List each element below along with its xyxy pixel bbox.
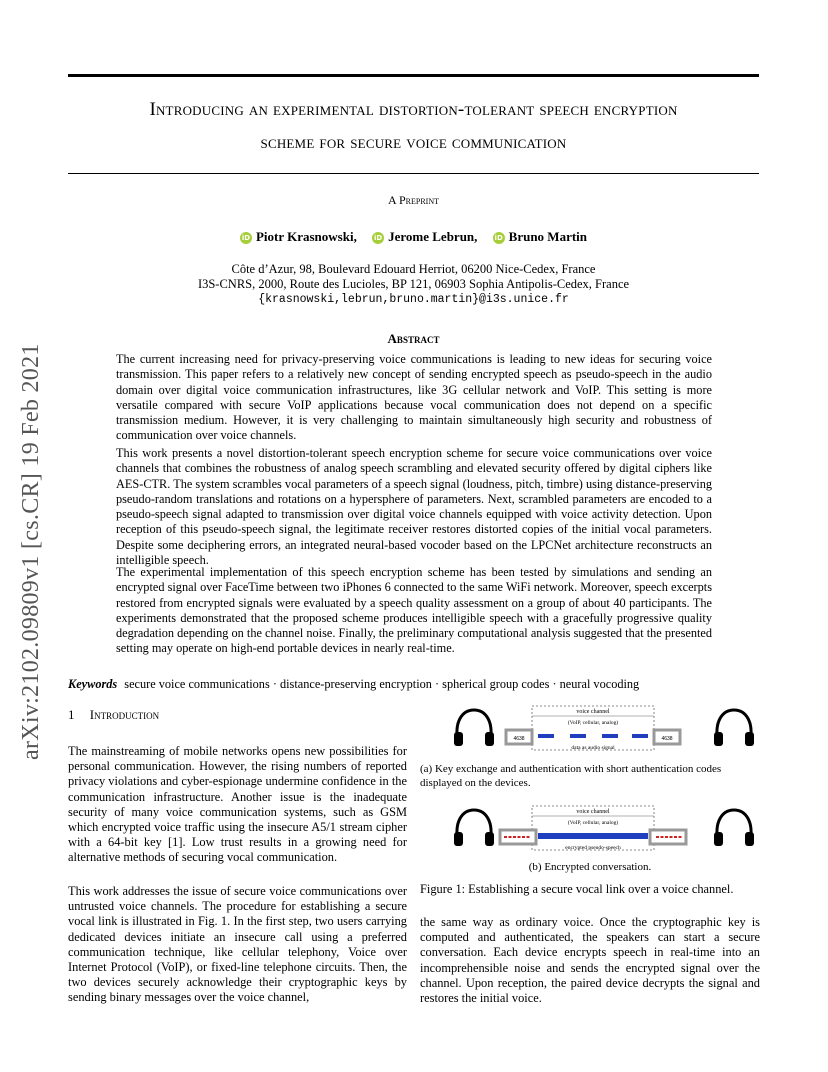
author-1[interactable] (240, 229, 357, 244)
paper-title (68, 93, 759, 159)
keywords-line (68, 677, 768, 692)
right-column-paragraph (420, 915, 760, 1006)
data-signal-burst (570, 734, 586, 738)
data-signal-burst (632, 734, 648, 738)
author-name: Jerome Lebrun, (388, 229, 478, 244)
data-signal-burst (602, 734, 618, 738)
figure-1b-caption: (b) Encrypted conversation. (528, 861, 652, 873)
earcup-left (714, 732, 723, 746)
earcup-right (485, 732, 494, 746)
section-heading (68, 707, 159, 723)
earcup-right (745, 832, 754, 846)
intro-paragraph-2-text: This work addresses the issue of secure voice communications over untrusted voice channels. The procedure for establishing a secure vocal link is illustrated in Fig. 1. In the first step, two users carrying dedicated devices initiate an insecure call using a preferred communication technique, like cellular telephony, Voice over Internet Protocol (VoIP), or fixed-line telephone circuits. Then, the two devices securely acknowledge their cryptographic keys by sending binary messages over the voice channel, (68, 884, 407, 1005)
channel-sub-label: (VoIP, cellular, analog) (567, 720, 619, 726)
intro-paragraph-1 (68, 744, 407, 866)
earcup-left (714, 832, 723, 846)
channel-label: voice channel (576, 709, 610, 715)
orcid-icon[interactable]: iD (373, 234, 383, 242)
author-list (68, 229, 759, 245)
figure-1a-diagram (450, 702, 760, 756)
earcup-right (485, 832, 494, 846)
earcup-left (454, 832, 463, 846)
keywords-list: secure voice communications · distance-preserving encryption · spherical group codes · neural vocoding (124, 677, 640, 691)
earcup-right (745, 732, 754, 746)
channel-label: voice channel (576, 809, 610, 815)
title-bottom-rule (68, 173, 759, 174)
author-name: Piotr Krasnowski, (255, 229, 357, 244)
figure-1a-caption: (a) Key exchange and authentication with short authentication codes displayed on the devices. (420, 763, 722, 789)
author-email[interactable]: {krasnowski,lebrun,bruno.martin}@i3s.unice.fr (258, 293, 569, 306)
auth-code-right: 4638 (661, 736, 673, 742)
affiliation-line-1: Côte d’Azur, 98, Boulevard Edouard Herriot, 06200 Nice-Cedex, France (231, 262, 596, 276)
encrypted-signal (538, 833, 648, 839)
keywords-label: Keywords (68, 677, 118, 691)
earcup-left (454, 732, 463, 746)
orcid-icon[interactable]: iD (494, 234, 503, 242)
title-line-2: scheme for secure voice communication (260, 132, 567, 153)
author-name: Bruno Martin (508, 229, 588, 244)
figure-1-caption: Figure 1: Establishing a secure vocal link over a voice channel. (420, 882, 734, 896)
intro-paragraph-2 (68, 884, 407, 1006)
intro-paragraph-1-text: The mainstreaming of mobile networks opens new possibilities for personal communication. However, the rising numbers of reported privacy violations and cyber-espionage undermine confidence in the communication infrastructure. Another issue is the inadequate security of many voice communication systems, such as GSM which encrypted voice traffic using the insecure A5/1 stream cipher with a 64-bit key [1]. Low trust results in a growing need for alternative methods of securing vocal communication. (68, 744, 407, 865)
abstract-paragraph-3: The experimental implementation of this speech encryption scheme has been tested by simulations and sending an encrypted signal over FaceTime between two iPhones 6 connected to the same WiFi network. Moreover, speech excerpts restored from encrypted signals were evaluated by a speech quality assessment on a group of about 40 participants. The experiments demonstrated that the proposed scheme produces intelligible speech with a gracefully progressive quality degradation depending on the channel noise. Finally, the preliminary computational analysis suggested that the presented setting may operate on high-end portable devices in nearly real-time. (116, 565, 712, 656)
auth-code-left: 4638 (513, 736, 525, 742)
author-3[interactable] (493, 229, 587, 244)
data-signal-burst (538, 734, 554, 738)
top-rule (68, 74, 759, 77)
figure-1b-diagram (450, 802, 760, 856)
signal-label: encrypted pseudo-speech (565, 845, 621, 851)
arxiv-identifier: arXiv:2102.09809v1 [cs.CR] 19 Feb 2021 (18, 343, 44, 760)
channel-sub-label: (VoIP, cellular, analog) (567, 820, 619, 826)
right-column-paragraph-text: the same way as ordinary voice. Once the cryptographic key is computed and authenticated, the speakers can start a secure conversation. Each device encrypts speech in real-time into an incomprehensible noise and sends the encrypted signal over the channel. Upon reception, the paired device decrypts the signal and restores the initial voice. (420, 915, 760, 1006)
affiliation-line-2: I3S-CNRS, 2000, Route des Lucioles, BP 121, 06903 Sophia Antipolis-Cedex, France (197, 277, 630, 291)
title-line-1: Introducing an experimental distortion-tolerant speech encryption (149, 99, 678, 120)
orcid-icon[interactable]: iD (241, 234, 251, 242)
section-title: Introduction (89, 707, 160, 722)
author-2[interactable] (372, 229, 477, 244)
abstract-heading: Abstract (387, 331, 440, 346)
abstract-paragraph-2: This work presents a novel distortion-tolerant speech encryption scheme for secure voice communications over voice channels that combines the robustness of analog speech scrambling and elevated security offered by digital ciphers like AES-CTR. The system scrambles vocal parameters of a speech signal (loudness, pitch, timbre) using distance-preserving pseudo-random translations and rotations on a hypersphere of parameters. Next, scrambled parameters are encoded to a pseudo-speech signal adapted to transmission over digital voice channels equipped with voice activity detection. Upon reception of this pseudo-speech signal, the legitimate receiver restores distorted copies of the initial vocal parameters. Despite some deciphering errors, an integrated neural-based vocoder based on the LPCNet architecture reconstructs an intelligible speech. (116, 446, 712, 568)
affiliation-block (68, 262, 759, 307)
signal-label: data as audio signal (571, 745, 615, 751)
abstract-paragraph-1: The current increasing need for privacy-preserving voice communications is leading to new ideas for securing voice transmission. This paper refers to a relatively new concept of sending encrypted speech as pseudo-speech in the audio domain over digital voice communication infrastructures, like 3G cellular network and VoIP. This setting is more versatile compared with secure VoIP applications because vocal communication does not depend on a specific transmission medium. However, it is very challenging to maintain simultaneously high security and robustness of communication over voice channels. (116, 352, 712, 443)
preprint-label: A Preprint (387, 193, 439, 207)
section-number: 1 (68, 707, 75, 722)
